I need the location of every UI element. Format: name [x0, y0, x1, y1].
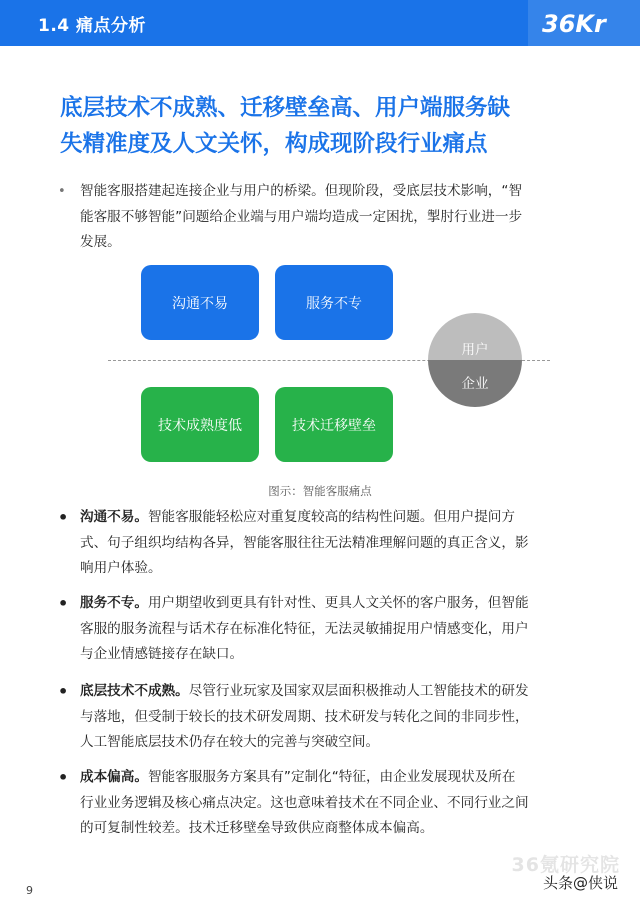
box-label: 技术成熟度低: [158, 417, 242, 434]
intro-line: 发展。: [80, 234, 121, 250]
bullet-icon: •: [58, 682, 69, 701]
bullet-icon: •: [58, 508, 69, 527]
intro-line: 能客服不够智能”问题给企业端与用户端均造成一定困扰，掣肘行业进一步: [80, 208, 523, 225]
point-line: 与企业情感链接存在缺口。: [80, 646, 244, 662]
bullet-icon: •: [58, 768, 69, 787]
point-communication: [58, 505, 600, 582]
point-line: 与落地，但受制于较长的技术研发周期、技术研发与转化之间的非同步性，: [80, 708, 529, 725]
box-tech-migration: [275, 387, 393, 462]
intro-line: 智能客服搭建起连接企业与用户的桥梁。但现阶段，受底层技术影响，“智: [80, 183, 523, 199]
point-term: 底层技术不成熟。: [80, 683, 189, 699]
point-line: 行业业务逻辑及核心痛点决定。这也意味着技术在不同企业、不同行业之间: [80, 794, 529, 811]
box-label: 沟通不易: [172, 295, 228, 312]
source-attribution: 头条@侠说: [542, 874, 618, 892]
point-line: 的可复制性较差。技术迁移壁垒导致供应商整体成本偏高。: [80, 820, 434, 836]
point-term: 沟通不易。: [80, 509, 148, 525]
point-line: 式、句子组织均结构各异，智能客服往往无法精准理解问题的真正含义，影: [80, 534, 529, 551]
intro-paragraph: [58, 179, 600, 256]
user-enterprise-circle: [428, 313, 522, 407]
main-title-line-2: 失精准度及人文关怀，构成现阶段行业痛点: [60, 131, 488, 157]
box-tech-maturity: [141, 387, 259, 462]
watermark: 36氪研究院: [511, 854, 620, 876]
box-label: 服务不专: [306, 295, 362, 312]
point-line: 尽管行业玩家及国家双层面积极推动人工智能技术的研发: [188, 683, 529, 699]
bullet-icon: •: [58, 184, 66, 199]
box-service: [275, 265, 393, 340]
main-title-line-1: 底层技术不成熟、迁移壁垒高、用户端服务缺: [60, 95, 511, 121]
section-title: 1.4 痛点分析: [38, 16, 147, 36]
point-term: 成本偏高。: [80, 769, 148, 785]
36kr-logo-icon: [528, 0, 640, 46]
point-line: 智能客服能轻松应对重复度较高的结构性问题。但用户提问方: [147, 509, 515, 525]
main-title: [60, 90, 590, 162]
point-line: 客服的服务流程与话术存在标准化特征，无法灵敏捕捉用户情感变化，用户: [80, 620, 529, 637]
page-header: [0, 0, 640, 46]
point-line: 人工智能底层技术仍存在较大的完善与突破空间。: [80, 734, 380, 750]
bullet-icon: •: [58, 594, 69, 613]
point-line: 用户期望收到更具有针对性、更具人文关怀的客户服务，但智能: [147, 595, 529, 611]
svg-text:36Kr: 36Kr: [542, 10, 606, 38]
circle-label-enterprise: 企业: [461, 376, 489, 392]
point-service: [58, 591, 600, 668]
circle-label-user: 用户: [461, 342, 489, 358]
point-line: 智能客服服务方案具有”定制化“特征，由企业发展现状及所在: [147, 769, 516, 785]
page-number: 9: [26, 884, 33, 897]
point-term: 服务不专。: [80, 595, 148, 611]
figure-caption: 图示：智能客服痛点: [268, 484, 372, 498]
box-communication: [141, 265, 259, 340]
point-tech-immature: [58, 679, 600, 756]
point-line: 响用户体验。: [80, 560, 162, 576]
box-label: 技术迁移壁垒: [292, 417, 376, 434]
point-cost: [58, 765, 600, 842]
